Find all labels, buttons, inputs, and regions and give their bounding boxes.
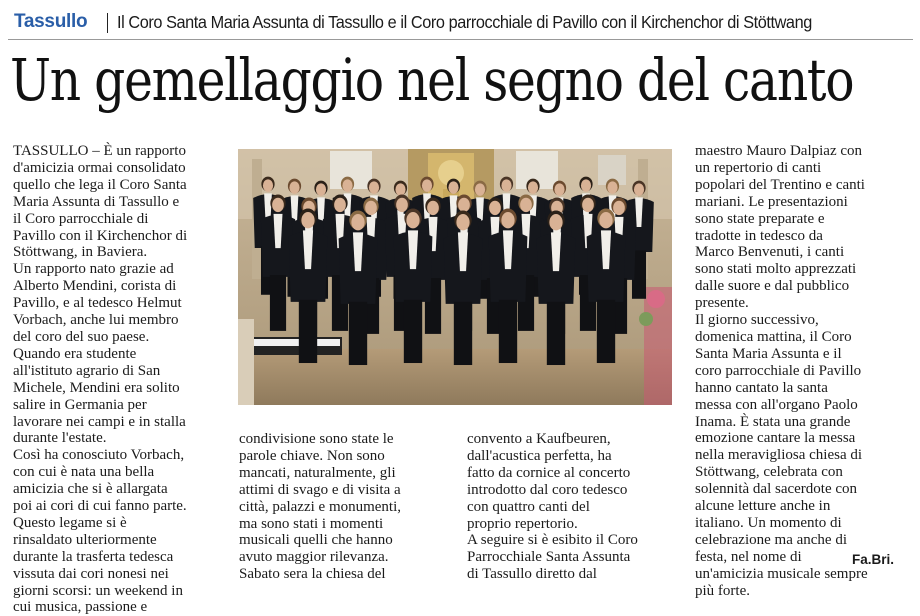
article-line: del coro del suo paese. xyxy=(13,328,150,345)
singer-face xyxy=(334,198,346,212)
article-line: con quattro canti del xyxy=(467,498,590,515)
article-line: parole chiave. Non sono xyxy=(239,447,385,464)
singer-face xyxy=(549,214,562,230)
article-line: tradotte in tedesco da xyxy=(695,227,823,244)
singer-legs xyxy=(270,275,286,331)
article-column-2 xyxy=(239,431,454,583)
singer-face xyxy=(365,201,377,215)
singer-face xyxy=(528,181,538,193)
article-line: giorni scorsi: un weekend in xyxy=(13,582,183,599)
article-line: mariani. Le presentazioni xyxy=(695,193,848,210)
article-line: quello che lega il Coro Santa xyxy=(13,176,187,193)
article-line: condivisione sono state le xyxy=(239,431,394,447)
article-line: Santa Maria Assunta e il xyxy=(695,345,842,362)
kicker-rule xyxy=(8,39,913,40)
singer-face xyxy=(613,201,625,215)
article-line: celebrazione ma anche di xyxy=(695,531,847,548)
article-line: cui musica, passione e xyxy=(13,599,148,616)
article-line: amicizia che si è allargata xyxy=(13,481,168,498)
article-line: rinsaldato ulteriormente xyxy=(13,531,157,548)
article-line: d'amicizia ormai consolidato xyxy=(13,159,186,176)
article-line: Sabato sera la chiesa del xyxy=(239,566,386,583)
article-line: lavorare nei campi e in stalla xyxy=(13,413,186,430)
article-line: Stöttwang, celebrata con xyxy=(695,464,843,481)
article-line: A seguire si è esibito il Coro xyxy=(467,532,638,549)
singer-face xyxy=(475,183,485,195)
singer-face xyxy=(369,181,379,193)
article-line: Alberto Mendini, corista di xyxy=(13,278,177,295)
article-line: Stöttwang, in Baviera. xyxy=(13,244,148,261)
author-signature: Fa.Bri. xyxy=(851,552,894,567)
article-line: poi ai cori di cui fanno parte. xyxy=(13,498,187,515)
article-line: nella meravigliosa chiesa di xyxy=(695,447,863,464)
kicker-divider xyxy=(107,13,108,33)
singer-face xyxy=(599,212,612,228)
article-line: durante l'estate. xyxy=(13,430,107,447)
singer-face xyxy=(456,214,469,230)
article-line: festa, nel nome di xyxy=(695,548,802,565)
singer-face xyxy=(554,183,564,195)
singer-face xyxy=(316,183,326,195)
singer-face xyxy=(607,181,617,193)
article-line: città, palazzi e monumenti, xyxy=(239,498,402,515)
singer-legs xyxy=(349,302,367,365)
article-line: Questo legame si è xyxy=(13,514,127,531)
article-line: salire in Germania per xyxy=(13,396,147,413)
article-line: avuto maggior rilevanza. xyxy=(239,549,389,566)
singer-legs xyxy=(404,300,422,363)
article-line: durante la trasferta tedesca xyxy=(13,548,174,565)
article-line: attimi di svago e di visita a xyxy=(239,481,401,498)
article-line: musicali quelli che hanno xyxy=(239,532,393,549)
article-line: messa con all'organo Paolo xyxy=(695,396,858,413)
article-line: Parrocchiale Santa Assunta xyxy=(467,549,631,566)
article-line: Così ha conosciuto Vorbach, xyxy=(13,447,185,464)
singer-face xyxy=(289,181,299,193)
article-column-4 xyxy=(695,143,905,599)
article-line: sono state preparate e xyxy=(695,210,825,227)
singer-face xyxy=(263,179,273,191)
article-line: Marco Benvenuti, i canti xyxy=(695,244,845,261)
article-line: più forte. xyxy=(695,582,750,599)
singer-face xyxy=(427,201,439,215)
article-line: coro parrocchiale di Pavillo xyxy=(695,362,862,379)
singer-face xyxy=(448,181,458,193)
singer-face xyxy=(520,198,532,212)
article-line: dall'acustica perfetta, ha xyxy=(467,447,612,464)
article-line: dalle suore e dal pubblico xyxy=(695,278,850,295)
singer-face xyxy=(342,179,352,191)
article-line: Quando era studente xyxy=(13,345,137,362)
article-line: Inama. È stata una grande xyxy=(695,413,851,430)
article-line: emozione cantare la messa xyxy=(695,430,856,447)
singer-face xyxy=(422,179,432,191)
singer-face xyxy=(634,183,644,195)
singer-face xyxy=(501,212,514,228)
article-line: TASSULLO – È un rapporto xyxy=(13,143,186,159)
article-line: domenica mattina, il Coro xyxy=(695,328,852,345)
article-line: Michele, Mendini era solito xyxy=(13,379,180,396)
article-line: convento a Kaufbeuren, xyxy=(467,431,611,447)
kicker-bar xyxy=(0,11,920,35)
singer-legs xyxy=(454,302,472,365)
article-line: vissuta dai cori nonesi nei xyxy=(13,565,169,582)
article-line: mancati, naturalmente, gli xyxy=(239,464,396,481)
article-line: con cui è nata una bella xyxy=(13,464,155,481)
article-line: popolari del Trentino e canti xyxy=(695,176,865,193)
article-line: di Tassullo diretto dal xyxy=(467,566,597,583)
singer-face xyxy=(581,179,591,191)
singer-face xyxy=(272,198,284,212)
singer-face xyxy=(351,214,364,230)
singer-face xyxy=(395,183,405,195)
singer-legs xyxy=(597,300,615,363)
singer-face xyxy=(301,212,314,228)
singer-face xyxy=(458,198,470,212)
singer-face xyxy=(582,198,594,212)
section-label: Tassullo xyxy=(14,11,88,32)
singer-face xyxy=(406,212,419,228)
article-line: Maria Assunta di Tassullo e xyxy=(13,193,180,210)
article-line: ma sono stati i momenti xyxy=(239,515,384,532)
article-line: maestro Mauro Dalpiaz con xyxy=(695,143,863,159)
article-line: Pavillo con il Kirchenchor di xyxy=(13,227,188,244)
singer-face xyxy=(489,201,501,215)
article-line: all'istituto agrario di San xyxy=(13,362,161,379)
kicker-text: Il Coro Santa Maria Assunta di Tassullo e il Coro parrocchiale di Pavillo con il Kirchenchor di Stöttwang xyxy=(117,12,812,32)
choir-photo xyxy=(238,149,672,405)
article-line: hanno cantato la santa xyxy=(695,379,828,396)
article-line: italiano. Un momento di xyxy=(695,514,842,531)
article-line: il Coro parrocchiale di xyxy=(13,210,149,227)
singer-face xyxy=(396,198,408,212)
article-line: un'amicizia musicale sempre xyxy=(695,565,868,582)
article-line: solennità dal sacerdote con xyxy=(695,481,858,498)
article-column-3 xyxy=(467,431,682,583)
singer-legs xyxy=(547,302,565,365)
singer-legs xyxy=(499,300,517,363)
article-column-1 xyxy=(13,143,233,616)
article-line: presente. xyxy=(695,295,749,312)
article-line: un repertorio di canti xyxy=(695,159,822,176)
article-line: Pavillo, e al tedesco Helmut xyxy=(13,295,182,312)
article-line: proprio repertorio. xyxy=(467,515,578,532)
article-line: Un rapporto nato grazie ad xyxy=(13,261,174,278)
article-line: alcune letture anche in xyxy=(695,498,831,515)
headline: Un gemellaggio nel segno del canto xyxy=(10,46,854,114)
article-line: introdotto dal coro tedesco xyxy=(467,481,628,498)
article-line: Il giorno successivo, xyxy=(695,312,819,329)
singer-face xyxy=(501,179,511,191)
singer-legs xyxy=(299,300,317,363)
article-line: sono stati molto apprezzati xyxy=(695,261,857,278)
article-line: Vorbach, anche lui membro xyxy=(13,312,179,329)
article-line: fatto da cornice al concerto xyxy=(467,464,631,481)
